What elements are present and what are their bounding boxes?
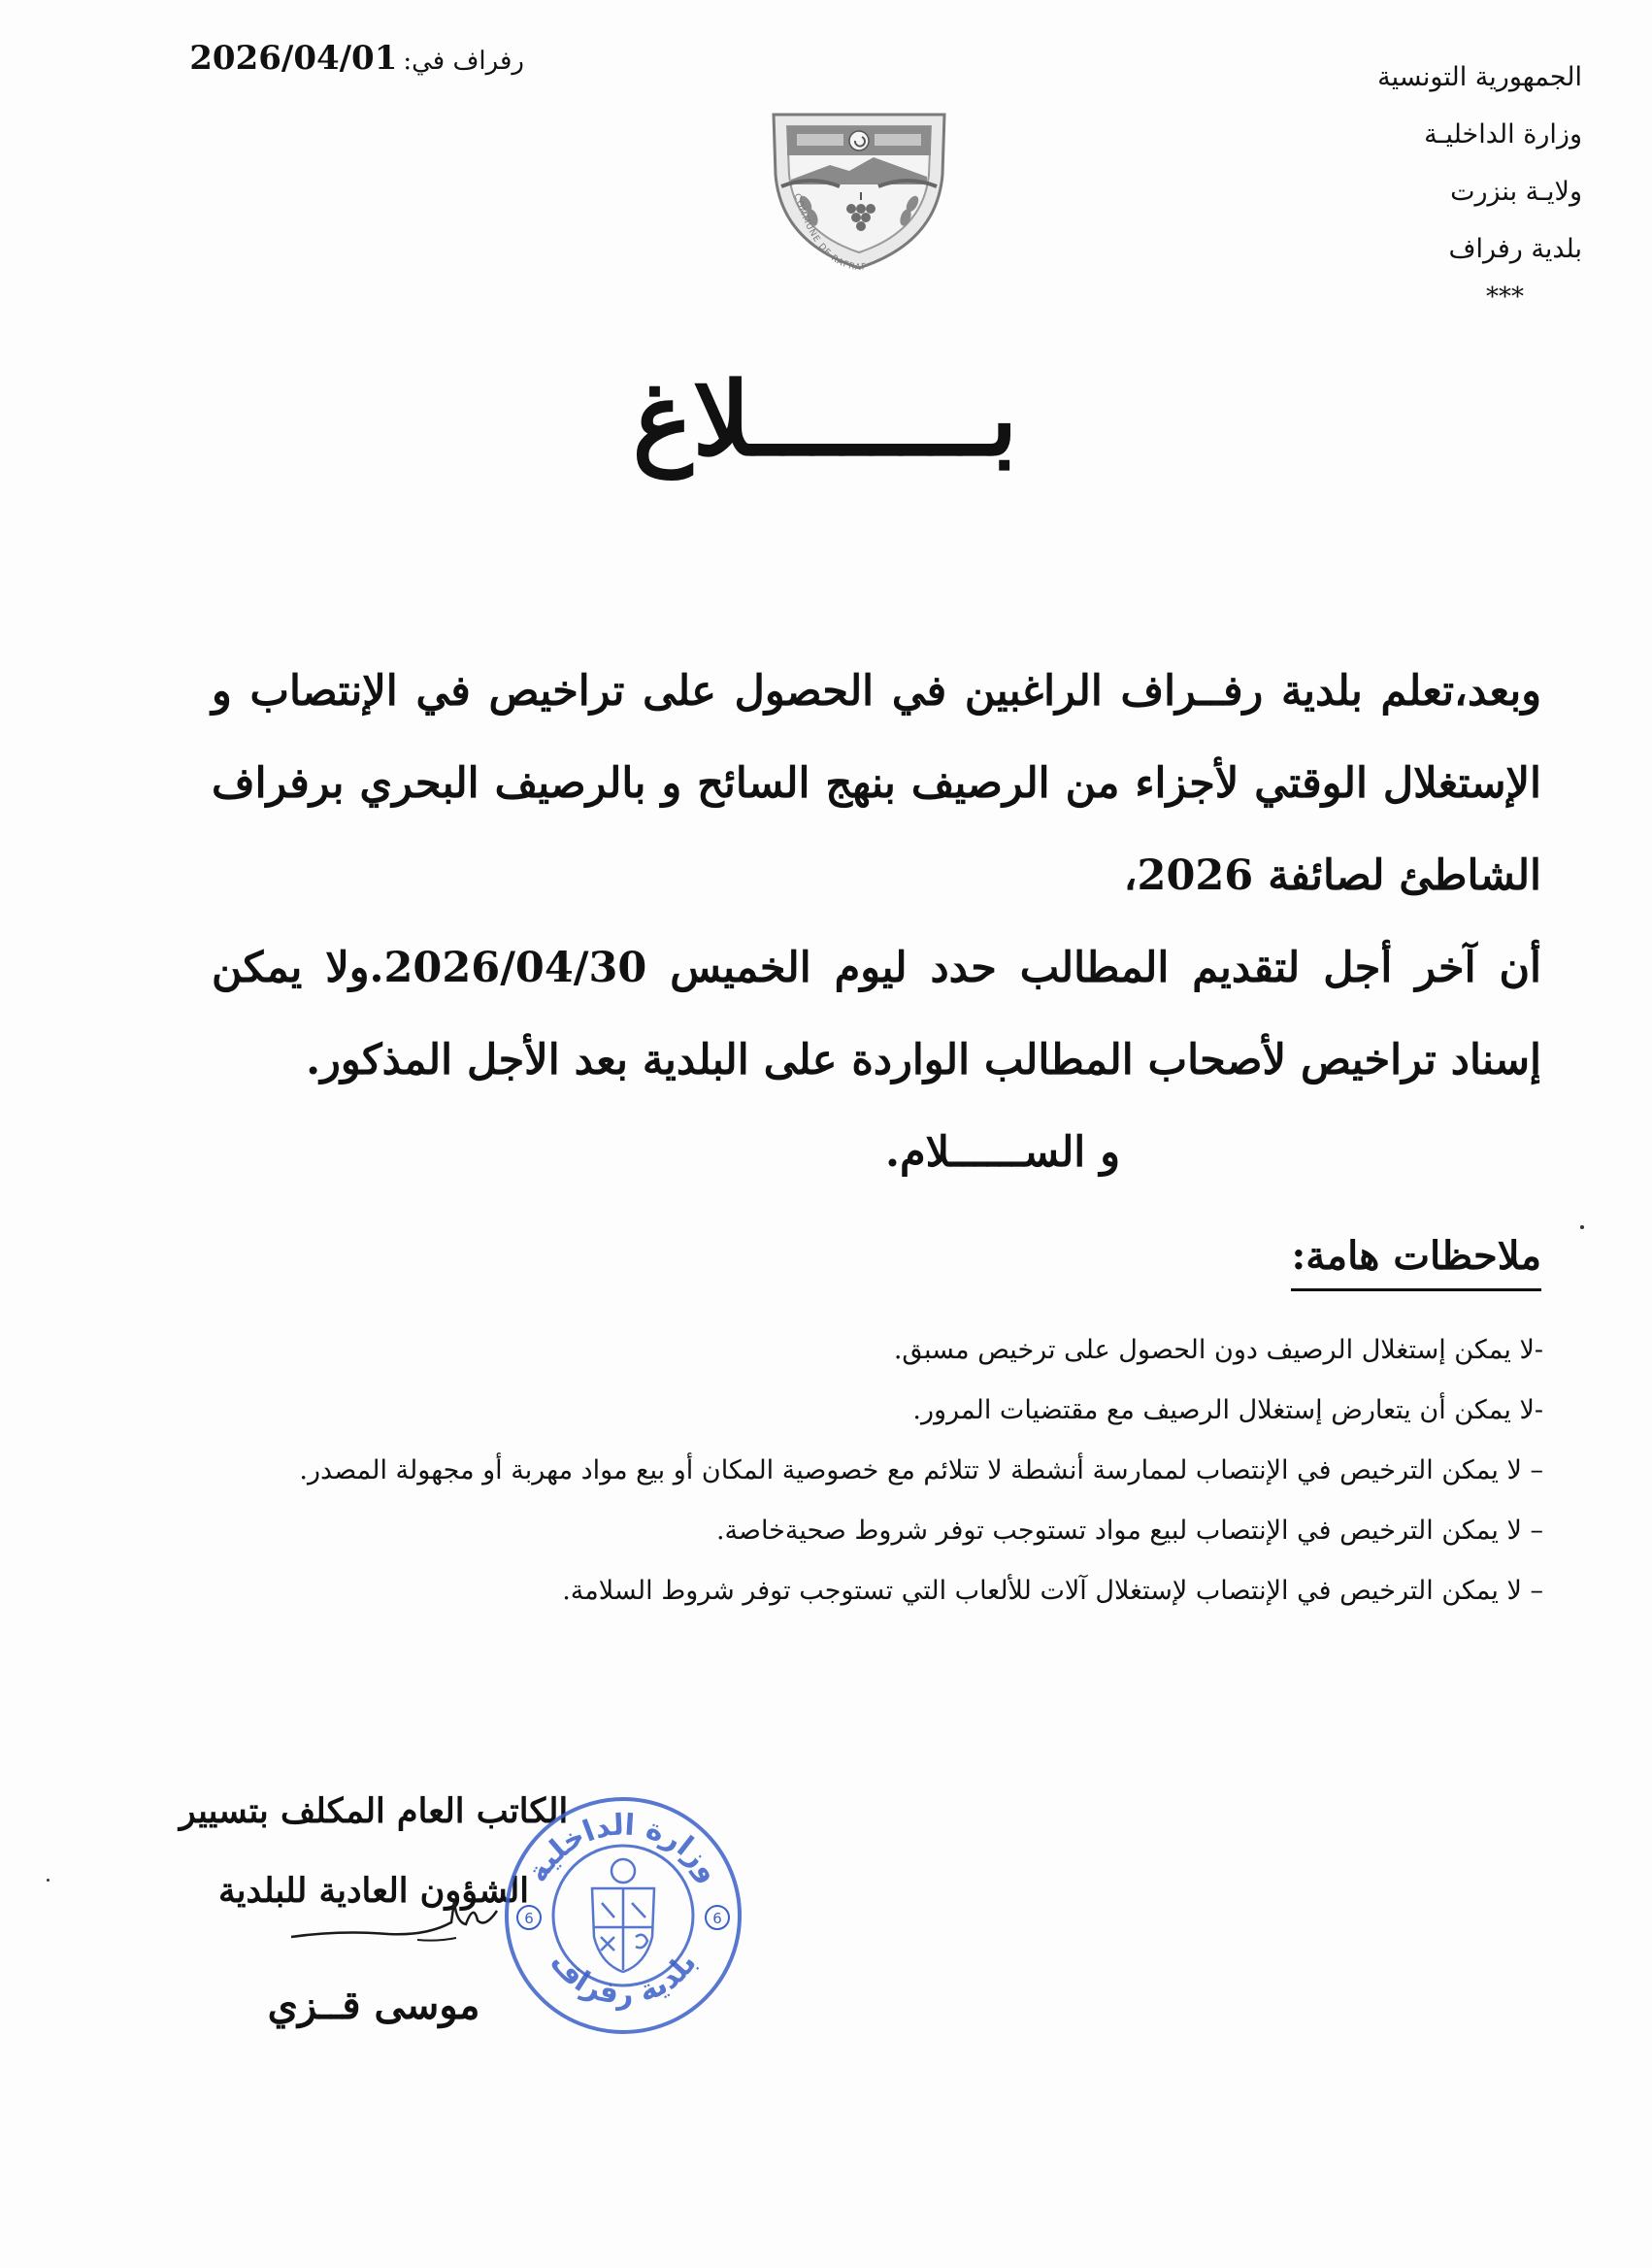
body-paragraph-1: وبعد،تعلم بلدية رفــراف الراغبين في الحصول على تراخيص في الإنتصاب و الإستغلال الوقتي لأجزاء من الرصيف بنهج السائح و بالرصيف البحري برفراف الشاطئ لصائفة 2026، <box>212 667 1541 900</box>
header-stars: *** <box>1486 283 1524 312</box>
official-stamp-icon <box>500 1791 747 2039</box>
signatory-title-line-1: الكاتب العام المكلف بتسيير <box>179 1791 569 1831</box>
stamp-ring-bottom: بلدية رفراف <box>543 1945 704 2012</box>
emblem-ring-text: COMMUNE DE RAFRAF <box>791 192 869 272</box>
svg-text:وزارة الداخلية <box>520 1809 727 1888</box>
handwritten-signature-icon <box>281 1884 514 1961</box>
scan-speck <box>1580 1225 1584 1229</box>
body-paragraph-2: أن آخر أجل لتقديم المطالب حدد ليوم الخميس 2026/04/30.ولا يمكن إسناد تراخيص لأصحاب المطالب الواردة على البلدية بعد الأجل المذكور. <box>212 944 1541 1084</box>
notes-list <box>165 1320 1543 1621</box>
admin-line-municipality: بلدية رفراف <box>1448 234 1582 264</box>
date-label: رفراف في: <box>403 47 524 76</box>
note-item: – لا يمكن الترخيص في الإنتصاب لممارسة أنشطة لا تتلائم مع خصوصية المكان أو بيع مواد مهربة أو مجهولة المصدر. <box>299 1455 1543 1485</box>
stamp-number-right: 6 <box>712 1910 722 1927</box>
scan-speck <box>47 1879 50 1882</box>
note-item: – لا يمكن الترخيص في الإنتصاب لإستغلال آلات للألعاب التي تستوجب توفر شروط السلامة. <box>562 1576 1543 1606</box>
notes-heading: ملاحظات هامة: <box>1291 1233 1541 1291</box>
note-item: -لا يمكن إستغلال الرصيف دون الحصول على ترخيص مسبق. <box>893 1335 1543 1365</box>
admin-line-republic: الجمهورية التونسية <box>1377 62 1582 92</box>
notice-title: بــــــــلاغ <box>632 359 1018 479</box>
stamp-ring-top: وزارة الداخلية <box>520 1808 727 1888</box>
stamp-number-left: 6 <box>524 1910 534 1927</box>
note-item: -لا يمكن أن يتعارض إستغلال الرصيف مع مقتضيات المرور. <box>912 1395 1543 1425</box>
notice-body <box>212 646 1541 1199</box>
admin-line-governorate: ولايـة بنزرت <box>1450 177 1582 207</box>
body-closing: و الســــــلام. <box>885 1128 1120 1177</box>
document-date <box>175 39 524 78</box>
date-value: 2026/04/01 <box>189 39 398 78</box>
signatory-title-line-2: الشؤون العادية للبلدية <box>218 1871 529 1911</box>
admin-line-ministry: وزارة الداخليـة <box>1424 119 1582 150</box>
administrative-header <box>1252 49 1582 317</box>
municipal-coat-of-arms-icon <box>752 107 966 272</box>
signatory-name: موسى قــزي <box>267 1983 480 2028</box>
note-item: – لا يمكن الترخيص في الإنتصاب لبيع مواد تستوجب توفر شروط صحيةخاصة. <box>715 1516 1543 1546</box>
